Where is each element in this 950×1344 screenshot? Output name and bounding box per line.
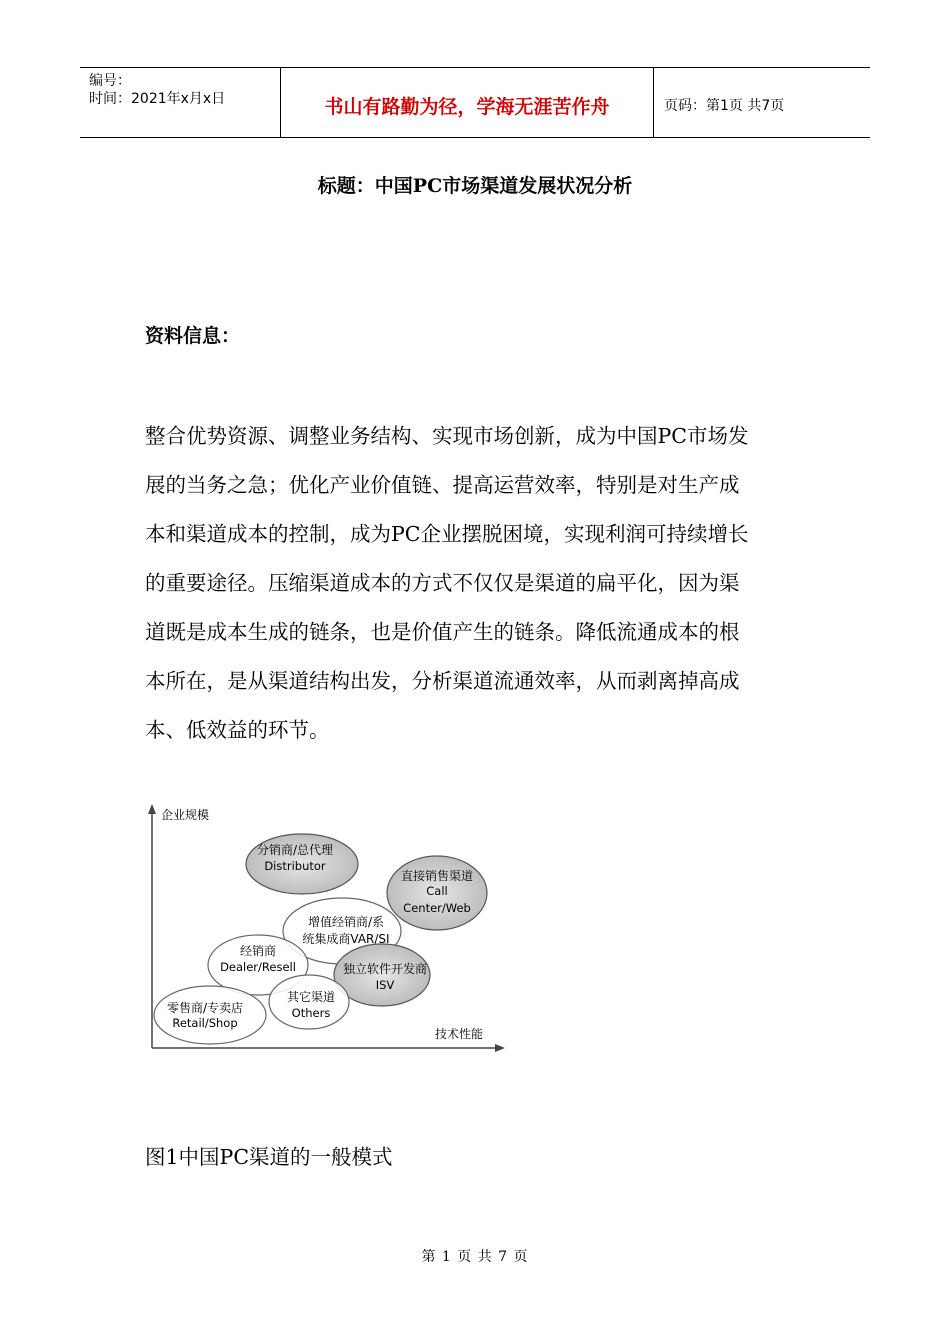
- x-axis-label: 技术性能: [435, 1027, 484, 1041]
- bubble-label: Distributor: [264, 859, 326, 873]
- bubble-label: Dealer/Resell: [220, 960, 296, 974]
- motto: 书山有路勤为径，学海无涯苦作舟: [281, 68, 654, 137]
- figure-caption: 图1中国PC渠道的一般模式: [145, 1145, 393, 1169]
- paragraph-line: 的重要途径。压缩渠道成本的方式不仅仅是渠道的扁平化，因为渠: [145, 571, 740, 595]
- header-left-cell: [80, 68, 281, 137]
- number-label: 编号：: [89, 73, 131, 89]
- paragraph-line: 展的当务之急；优化产业价值链、提高运营效率，特别是对生产成: [145, 473, 740, 497]
- paragraph-line: 整合优势资源、调整业务结构、实现市场创新，成为中国PC市场发: [145, 424, 749, 448]
- paragraph-line: 本、低效益的环节。: [145, 718, 330, 742]
- body-paragraph: [145, 412, 810, 755]
- bubble-label: 直接销售渠道: [400, 869, 474, 883]
- bubble-label: 零售商/专卖店: [166, 1001, 244, 1015]
- bubble-label: Center/Web: [403, 901, 471, 915]
- bubble-label: Retail/Shop: [172, 1016, 238, 1030]
- y-axis-arrow-icon: [148, 804, 156, 814]
- bubble-label: Call: [426, 884, 448, 898]
- section-heading: 资料信息：: [145, 325, 241, 347]
- time-label: 时间：2021年x月x日: [89, 91, 226, 107]
- document-title: 标题：中国PC市场渠道发展状况分析: [317, 175, 633, 197]
- bubble-label: 独立软件开发商: [342, 962, 428, 976]
- bubble-label: ISV: [375, 978, 395, 992]
- bubble-label: 统集成商VAR/SI: [302, 932, 390, 946]
- header-table: [80, 67, 870, 138]
- channel-diagram: [145, 800, 510, 1060]
- channel-diagram-svg: [145, 800, 510, 1060]
- page-info: 页码：第1页 共7页: [664, 97, 785, 114]
- paragraph-line: 道既是成本生成的链条，也是价值产生的链条。降低流通成本的根: [145, 620, 740, 644]
- paragraph-line: 本所在，是从渠道结构出发，分析渠道流通效率，从而剥离掉高成: [145, 669, 740, 693]
- bubble-label: 经销商: [239, 944, 277, 958]
- y-axis-label: 企业规模: [161, 808, 210, 822]
- x-axis-arrow-icon: [495, 1044, 505, 1052]
- bubble-label: 其它渠道: [286, 990, 336, 1004]
- bubble-retail: [154, 986, 266, 1044]
- bubble-label: 增值经销商/系: [307, 915, 385, 929]
- paragraph-line: 本和渠道成本的控制，成为PC企业摆脱困境，实现利润可持续增长: [145, 522, 749, 546]
- bubble-label: 分销商/总代理: [256, 843, 334, 857]
- bubble-label: Others: [291, 1006, 331, 1020]
- page-footer: 第 1 页 共 7 页: [421, 1249, 529, 1265]
